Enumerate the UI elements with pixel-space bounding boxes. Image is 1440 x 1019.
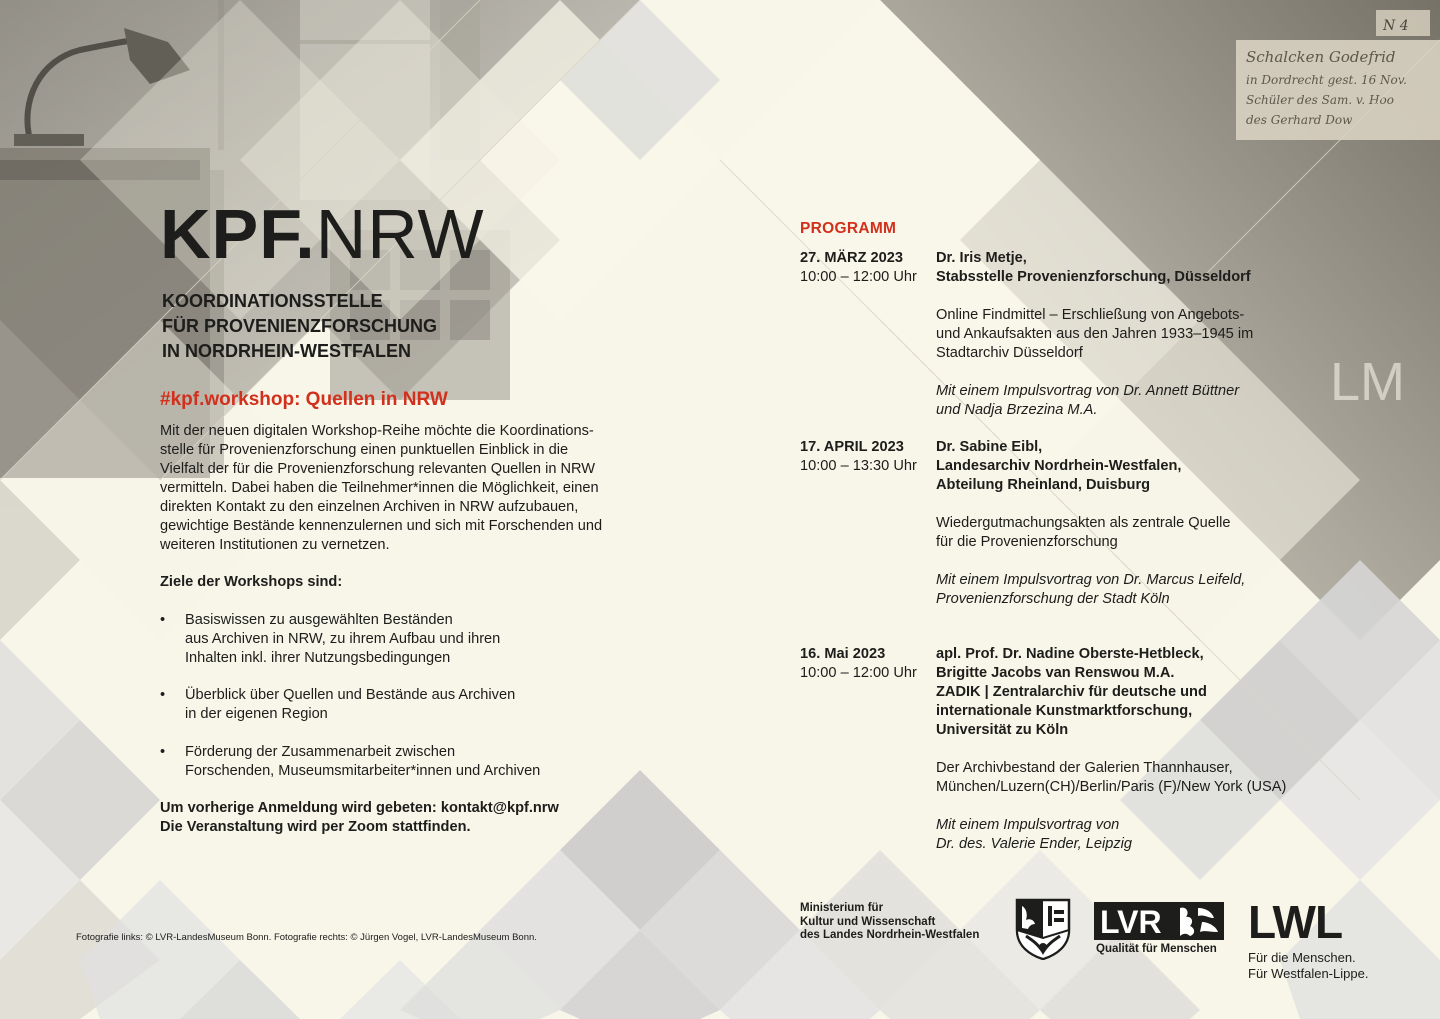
svg-text:Schalcken Godefrid: Schalcken Godefrid bbox=[1246, 48, 1396, 66]
workshop-title: #kpf.workshop: Quellen in NRW bbox=[160, 389, 448, 410]
photo-credits: Fotografie links: © LVR-LandesMuseum Bonn. Fotografie rechts: © Jürgen Vogel, LVR-LandesMuseum Bonn. bbox=[76, 932, 537, 943]
event-date-2: 17. APRIL 2023 10:00 – 13:30 Uhr bbox=[800, 439, 917, 474]
ministry-name: Ministerium für Kultur und Wissenschaft des Landes Nordrhein-Westfalen bbox=[800, 902, 980, 941]
svg-text:Schüler des Sam. v. Hoo: Schüler des Sam. v. Hoo bbox=[1246, 93, 1394, 107]
zoom-note: Die Veranstaltung wird per Zoom stattfinden. bbox=[160, 819, 471, 835]
registration-line: Um vorherige Anmeldung wird gebeten: kontakt@kpf.nrw bbox=[160, 800, 559, 816]
lvr-logo: LVR Qualität für Menschen bbox=[1094, 902, 1224, 960]
event-details-3: apl. Prof. Dr. Nadine Oberste-Hetbleck, Brigitte Jacobs van Renswou M.A. ZADIK | Zentralarchiv für deutsche und internationale Kunstmarktforschung, Universität zu Köln Der Archivbestand der Galerien Thannhauser, München/Luzern(CH)/Berlin/Paris (F)/New York (USA) Mit einem Impulsvortrag von Dr. des. Valerie Ender, Leipzig bbox=[936, 646, 1287, 852]
lwl-logo: LWL Für die Menschen. Für Westfalen-Lippe. bbox=[1248, 896, 1369, 981]
lwl-mark: LWL bbox=[1248, 896, 1343, 948]
program-heading: PROGRAMM bbox=[800, 220, 897, 237]
svg-text:LVR: LVR bbox=[1100, 904, 1162, 940]
event-date-1: 27. MÄRZ 2023 10:00 – 12:00 Uhr bbox=[800, 250, 917, 285]
registration-notes bbox=[160, 799, 559, 837]
svg-text:LM: LM bbox=[1330, 352, 1406, 412]
bullet: • bbox=[160, 744, 166, 760]
nrw-coat-of-arms-icon bbox=[1014, 898, 1072, 960]
goals-heading: Ziele der Workshops sind: bbox=[160, 574, 343, 590]
bullet: • bbox=[160, 687, 166, 703]
event-details-2: Dr. Sabine Eibl, Landesarchiv Nordrhein-Westfalen, Abteilung Rheinland, Duisburg Wiedergutmachungsakten als zentrale Quelle für die Provenienzforschung Mit einem Impulsvortrag von Dr. Marcus Leifeld, Provenienzforschung der Stadt Köln bbox=[936, 439, 1246, 607]
svg-text:des Gerhard Dow: des Gerhard Dow bbox=[1246, 113, 1353, 127]
kpf-nrw-logo: KPF.NRW bbox=[160, 195, 485, 273]
organization-name: KOORDINATIONSSTELLE FÜR PROVENIENZFORSCHUNG IN NORDRHEIN-WESTFALEN bbox=[162, 291, 438, 361]
event-details-1: Dr. Iris Metje, Stabsstelle Provenienzforschung, Düsseldorf Online Findmittel – Erschließung von Angebots- und Ankaufsakten aus den Jahren 1933–1945 im Stadtarchiv Düsseldorf Mit einem Impulsvortrag von Dr. Annett Büttner und Nadja Brzezina M.A. bbox=[936, 250, 1254, 418]
svg-text:in Dordrecht gest. 16 Nov.: in Dordrecht gest. 16 Nov. bbox=[1246, 73, 1407, 87]
lvr-mark-icon bbox=[1094, 902, 1224, 942]
event-date-3: 16. Mai 2023 10:00 – 12:00 Uhr bbox=[800, 646, 917, 681]
photo-label-number: N 4 bbox=[1383, 18, 1409, 34]
workshop-intro: Mit der neuen digitalen Workshop-Reihe möchte die Koordinations- stelle für Provenienzforschung einen punktuellen Einblick in die Vielfalt der für die Provenienzforschung relevanten Quellen in NRW vermitteln. Dabei haben die Teilnehmer*innen die Möglichkeit, einen direkten Kontakt zu den einzelnen Archiven in NRW aufzubauen, gewichtige Bestände kennenzulernen und sich mit Forschenden und weiteren Institutionen zu vernetzen. bbox=[160, 423, 603, 553]
bullet: • bbox=[160, 612, 166, 628]
